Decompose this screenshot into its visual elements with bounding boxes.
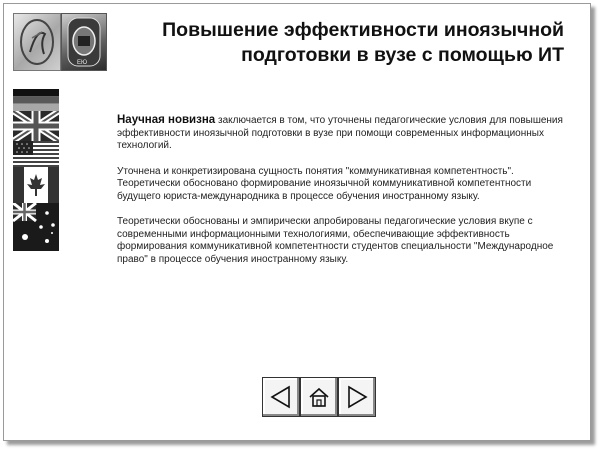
germany-flag-icon bbox=[13, 89, 59, 111]
canada-flag-icon bbox=[13, 167, 59, 203]
uk-flag-icon bbox=[13, 111, 59, 141]
paragraph-conditions bbox=[117, 216, 567, 266]
slide-body bbox=[117, 114, 567, 279]
paragraph-competence bbox=[117, 166, 567, 204]
triangle-left-icon bbox=[269, 385, 293, 409]
svg-text:ЕЮ: ЕЮ bbox=[77, 60, 88, 66]
paragraph-text: заключается в том, что уточнены педагогические условия для повышения эффективности иноязычной подготовки в вузе при помощи современных информационных технологий. bbox=[117, 115, 563, 151]
paragraph-text: Теоретически обоснованы и эмпирически апробированы педагогические условия вкупе с современными информационными технологиями, обеспечивающие эффективность формирования коммуникативной компетентности студентов специальности "Международное право" в процессе обучения иностранному языку. bbox=[117, 216, 554, 265]
slide bbox=[3, 3, 591, 441]
home-button[interactable] bbox=[300, 377, 338, 417]
paragraph-text: Уточнена и конкретизирована сущность понятия "коммуникативная компетентность". Теоретически обосновано формирование иноязычной коммуникативной компетентности будущего юриста-международника в процессе обучения иностранному языку. bbox=[117, 165, 532, 202]
house-icon bbox=[307, 385, 331, 409]
australia-flag-icon bbox=[13, 203, 59, 251]
emblem-right-icon bbox=[61, 13, 107, 71]
paragraph-lead: Научная новизна bbox=[117, 114, 216, 126]
navigation-bar bbox=[262, 377, 376, 417]
triangle-right-icon bbox=[345, 385, 369, 409]
flags-column bbox=[13, 89, 59, 251]
paragraph-novelty bbox=[117, 114, 567, 153]
usa-flag-icon bbox=[13, 141, 59, 167]
prev-slide-button[interactable] bbox=[262, 377, 300, 417]
emblem-left-icon bbox=[13, 13, 61, 71]
title-line-1: Повышение эффективности иноязычной bbox=[162, 19, 564, 41]
slide-title bbox=[152, 18, 564, 68]
university-emblems bbox=[13, 13, 105, 69]
title-line-2: подготовки в вузе с помощью ИТ bbox=[241, 44, 564, 66]
next-slide-button[interactable] bbox=[338, 377, 376, 417]
